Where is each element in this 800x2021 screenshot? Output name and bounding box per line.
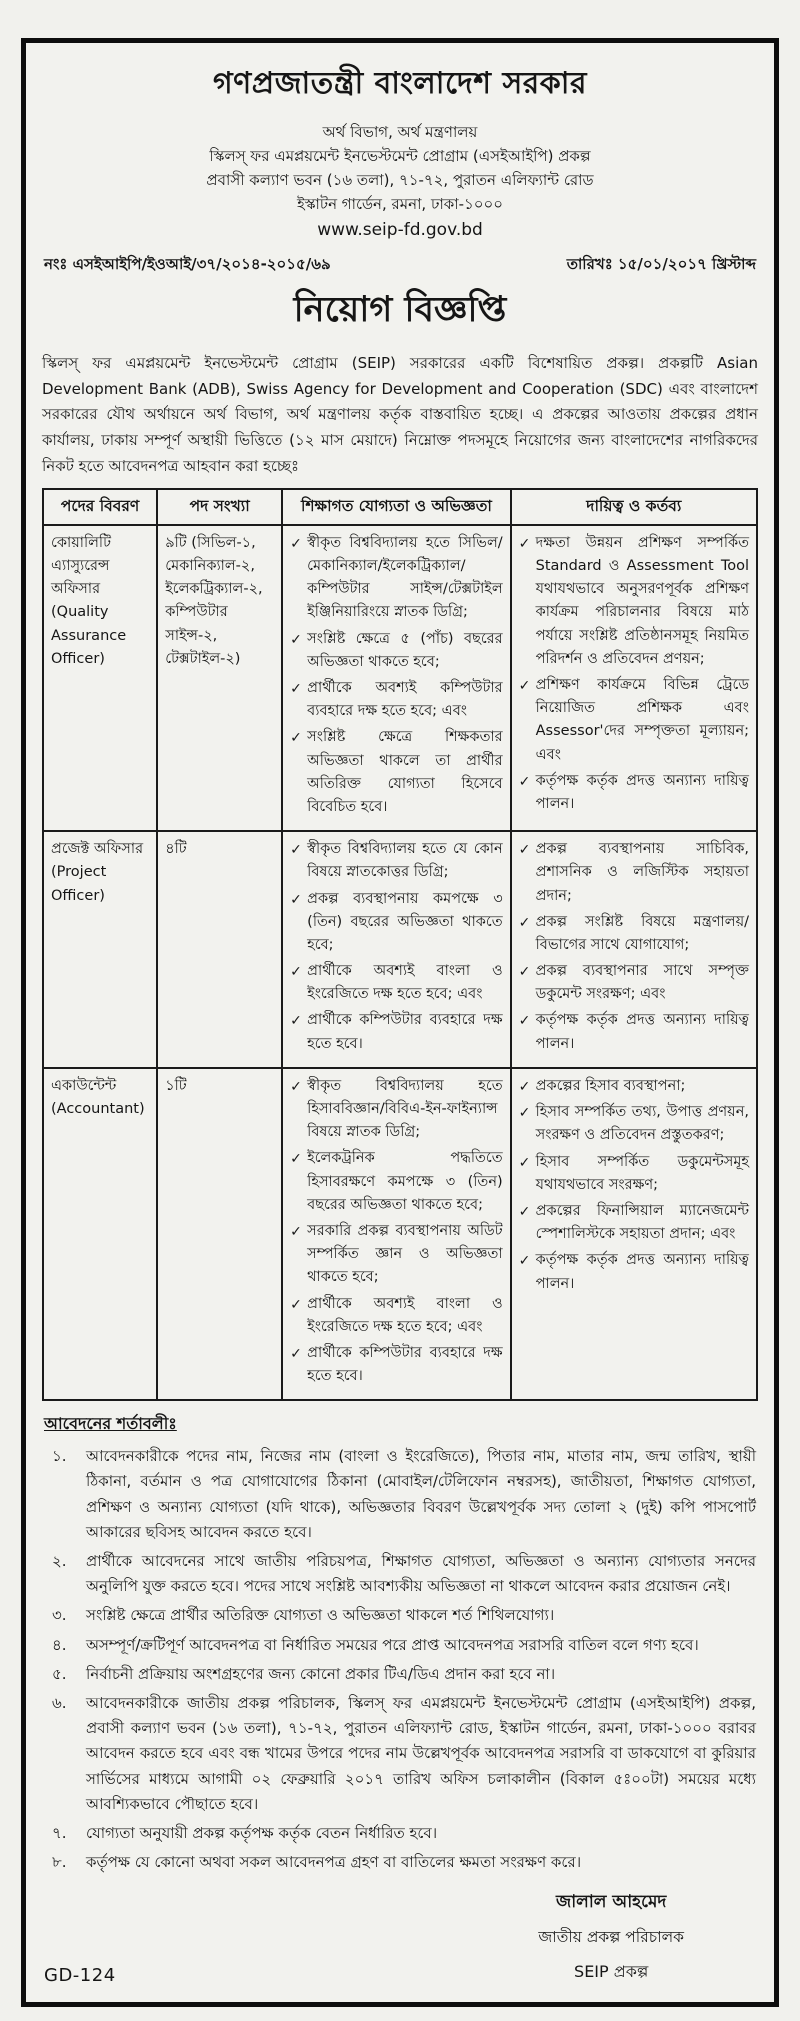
list-item <box>290 628 502 674</box>
signatory-org: SEIP প্রকল্প <box>574 1962 649 1982</box>
check-icon: ✓ <box>518 678 531 694</box>
check-icon: ✓ <box>290 1078 302 1095</box>
list-item <box>42 1633 758 1658</box>
position-cell: প্রজেক্ট অফিসার (Project Officer) <box>43 831 157 1068</box>
list-item <box>42 1662 758 1687</box>
duty-text: কর্তৃপক্ষ কর্তৃক প্রদত্ত অন্যান্য দায়িত্ব পালন। <box>535 772 749 812</box>
duty-text: প্রকল্প ব্যবস্থাপনার সাথে সম্পৃক্ত ডকুমেন্ট সংরক্ষণ; এবং <box>535 963 749 1003</box>
list-item <box>42 1603 758 1628</box>
government-title: গণপ্রজাতন্ত্রী বাংলাদেশ সরকার <box>213 66 587 101</box>
list-item <box>290 888 502 958</box>
list-item <box>519 1151 749 1197</box>
check-icon: ✓ <box>290 1296 302 1313</box>
term-number: ৫. <box>52 1664 67 1683</box>
list-item <box>290 1147 502 1217</box>
qualification-text: স্বীকৃত বিশ্ববিদ্যালয় হতে হিসাববিজ্ঞান/বিবিএ-ইন-ফাইন্যান্স বিষয়ে স্নাতক ডিগ্রি; <box>307 1077 503 1141</box>
qualification-text: ইলেকট্রনিক পদ্ধতিতে হিসাবরক্ষণে কমপক্ষে ৩ (তিন) বছরের অভিজ্ঞতা থাকতে হবে; <box>307 1150 503 1213</box>
positions-table <box>42 488 758 1401</box>
check-icon: ✓ <box>518 773 531 790</box>
list-item <box>519 1249 749 1295</box>
list-item <box>290 1009 502 1055</box>
qualification-text: স্বীকৃত বিশ্ববিদ্যালয় হতে সিভিল/ মেকানিক্যাল/ইলেকট্রিক্যাল/কম্পিউটার সাইন্স/টেক্সটাইল ইঞ্জিনিয়ারিংয়ে স্নাতক ডিগ্রি; <box>307 534 503 621</box>
signatory-title: জাতীয় প্রকল্প পরিচালক <box>538 1928 684 1947</box>
duty-text: হিসাব সম্পর্কিত তথ্য, উপাত্ত প্রণয়ন, সংরক্ষণ ও প্রতিবেদন প্রস্তুতকরণ; <box>535 1104 749 1144</box>
list-item <box>290 1220 502 1290</box>
intro-paragraph: স্কিলস্ ফর এমপ্লয়মেন্ট ইনভেস্টমেন্ট প্রোগ্রাম (SEIP) সরকারের একটি বিশেষায়িত প্রকল্প। প্রকল্পটি Asian Development Bank (ADB), Swiss Agency for Development and Cooperation (SDC) এবং বাংলাদেশ সরকারের যৌথ অর্থায়নে অর্থ বিভাগ, অর্থ মন্ত্রণালয় কর্তৃক বাস্তবায়িত হচ্ছে। এ প্রকল্পের আওতায় প্রকল্পের প্রধান কার্যালয়, ঢাকায় সম্পূর্ণ অস্থায়ী ভিত্তিতে (১২ মাস মেয়াদে) নিম্নোক্ত পদসমূহে নিয়োগের জন্য বাংলাদেশের নাগরিকদের নিকট হতে আবেদনপত্র আহবান করা হচ্ছেঃ <box>42 353 758 476</box>
dept-line-address2: ইস্কাটন গার্ডেন, রমনা, ঢাকা-১০০০ <box>296 195 504 213</box>
website-url: www.seip-fd.gov.bd <box>317 220 483 240</box>
check-icon: ✓ <box>518 964 531 981</box>
list-item <box>519 770 749 816</box>
check-icon: ✓ <box>290 1013 302 1030</box>
dept-line-project: স্কিলস্ ফর এমপ্লয়মেন্ট ইনভেস্টমেন্ট প্রোগ্রাম (এসইআইপি) প্রকল্প <box>209 147 591 165</box>
duties-cell <box>511 831 757 1068</box>
footer-row <box>42 1879 758 1992</box>
table-row <box>43 831 757 1068</box>
term-number: ৮. <box>52 1853 67 1872</box>
duty-text: কর্তৃপক্ষ কর্তৃক প্রদত্ত অন্যান্য দায়িত্ব পালন। <box>535 1252 749 1292</box>
table-row <box>43 525 757 831</box>
list-item <box>42 1691 758 1817</box>
list-item <box>290 1293 502 1339</box>
duty-text: প্রকল্প সংশ্লিষ্ট বিষয়ে মন্ত্রণালয়/বিভাগের সাথে যোগাযোগ; <box>535 913 749 953</box>
list-item <box>290 726 502 819</box>
qualifications-cell <box>282 525 510 831</box>
term-number: ৭. <box>52 1823 67 1842</box>
col-header-count: পদ সংখ্যা <box>157 489 282 525</box>
check-icon: ✓ <box>290 964 302 981</box>
duty-text: প্রশিক্ষণ কার্যক্রমে বিভিন্ন ট্রেডে নিয়োজিত প্রশিক্ষক এবং Assessor'দের সম্পৃক্ততা মূল্যায়ন; এবং <box>535 677 749 763</box>
qualification-text: স্বীকৃত বিশ্ববিদ্যালয় হতে যে কোন বিষয়ে স্নাতকোত্তর ডিগ্রি; <box>307 841 503 881</box>
check-icon: ✓ <box>518 535 531 552</box>
list-item <box>290 1342 502 1388</box>
qualification-text: প্রার্থীকে কম্পিউটার ব্যবহারে দক্ষ হতে হবে। <box>307 1344 503 1385</box>
gd-code: GD-124 <box>44 1965 116 1987</box>
list-item <box>42 1821 758 1846</box>
list-item <box>519 838 749 908</box>
list-item <box>290 1075 502 1145</box>
check-icon: ✓ <box>290 1345 302 1362</box>
check-icon: ✓ <box>290 681 302 697</box>
check-icon: ✓ <box>518 1078 531 1095</box>
check-icon: ✓ <box>518 914 531 931</box>
signature-block <box>538 1889 684 1986</box>
duty-text: প্রকল্প ব্যবস্থাপনায় সাচিবিক, প্রশাসনিক ও লজিস্টিক সহায়তা প্রদান; <box>535 841 749 904</box>
terms-heading: আবেদনের শর্তাবলীঃ <box>44 1414 177 1434</box>
list-item <box>519 911 749 957</box>
notice-title: নিয়োগ বিজ্ঞপ্তি <box>293 289 507 330</box>
signatory-name: জালাল আহমেদ <box>556 1892 667 1913</box>
count-cell: ৪টি <box>157 831 282 1068</box>
check-icon: ✓ <box>290 1223 302 1240</box>
qualification-text: প্রার্থীকে অবশ্যই বাংলা ও ইংরেজিতে দক্ষ হতে হবে; এবং <box>307 1295 503 1335</box>
term-number: ৩. <box>52 1606 67 1625</box>
memo-row <box>44 253 756 278</box>
check-icon: ✓ <box>518 1203 531 1220</box>
position-cell: একাউন্টেন্ট (Accountant) <box>43 1068 157 1400</box>
qualification-text: প্রার্থীকে অবশ্যই কম্পিউটার ব্যবহারে দক্ষ হতে হবে; এবং <box>307 680 503 720</box>
qualification-text: প্রার্থীকে কম্পিউটার ব্যবহারে দক্ষ হতে হবে। <box>307 1012 503 1052</box>
list-item <box>290 960 502 1006</box>
position-cell: কোয়ালিটি এ্যাস্যুরেন্স অফিসার (Quality Assurance Officer) <box>43 525 157 831</box>
check-icon: ✓ <box>518 1105 531 1122</box>
term-text: সংশ্লিষ্ট ক্ষেত্রে প্রার্থীর অতিরিক্ত যোগ্যতা ও অভিজ্ঞতা থাকলে শর্ত শিথিলযোগ্য। <box>86 1606 555 1625</box>
term-text: অসম্পূর্ণ/ক্রটিপূর্ণ আবেদনপত্র বা নির্ধারিত সময়ের পরে প্রাপ্ত আবেদনপত্র সরাসরি বাতিল বলে গণ্য হবে। <box>86 1635 699 1654</box>
check-icon: ✓ <box>290 1151 302 1168</box>
check-icon: ✓ <box>290 631 302 648</box>
term-text: কর্তৃপক্ষ যে কোনো অথবা সকল আবেদনপত্র গ্রহণ বা বাতিলের ক্ষমতা সংরক্ষণ করে। <box>86 1853 582 1872</box>
term-number: ২. <box>52 1552 67 1570</box>
notice-document <box>21 38 779 2007</box>
duty-text: হিসাব সম্পর্কিত ডকুমেন্টসমূহ যথাযথভাবে সংরক্ষণ; <box>535 1153 749 1193</box>
check-icon: ✓ <box>518 1154 531 1171</box>
col-header-position: পদের বিবরণ <box>43 489 157 525</box>
list-item <box>519 1075 749 1098</box>
notice-date: তারিখঃ ১৫/০১/২০১৭ খ্রিস্টাব্দ <box>566 254 756 273</box>
list-item <box>519 1009 749 1055</box>
check-icon: ✓ <box>290 842 302 859</box>
qualifications-cell <box>282 831 510 1068</box>
term-number: ৪. <box>52 1635 67 1654</box>
list-item <box>42 1444 758 1545</box>
term-text: যোগ্যতা অনুযায়ী প্রকল্প কর্তৃপক্ষ কর্তৃক বেতন নির্ধারিত হবে। <box>86 1823 438 1842</box>
term-text: নির্বাচনী প্রক্রিয়ায় অংশগ্রহণের জন্য কোনো প্রকার টিএ/ডিএ প্রদান করা হবে না। <box>86 1664 556 1683</box>
list-item <box>42 1549 758 1599</box>
term-text: আবেদনকারীকে জাতীয় প্রকল্প পরিচালক, স্কিলস্ ফর এমপ্লয়মেন্ট ইনভেস্টমেন্ট প্রোগ্রাম (এসইআইপি) প্রকল্প, প্রবাসী কল্যাণ ভবন (১৬ তলা), ৭১-৭২, পুরাতন এলিফ্যান্ট রোড, ইস্কাটন গার্ডেন, রমনা, ঢাকা-১০০০ বরাবর আবেদন করতে হবে এবং বন্ধ খামের উপরে পদের নাম উল্লেখপূর্বক আবেদনপত্র সরাসরি বা ডাকযোগে বা কুরিয়ার সার্ভিসের মাধ্যমে আগামী ০২ ফেব্রুয়ারি ২০১৭ তারিখ অফিস চলাকালীন (বিকাল ৫ঃ০০টা) সময়ের মধ্যে আবশ্যিকভাবে পৌছাতে হবে। <box>86 1693 756 1813</box>
check-icon: ✓ <box>290 730 302 747</box>
qualification-text: সংশ্লিষ্ট ক্ষেত্রে ৫ (পাঁচ) বছরের অভিজ্ঞতা থাকতে হবে; <box>307 630 503 670</box>
memo-number: নংঃ এসইআইপি/ইওআই/৩৭/২০১৪-২০১৫/৬৯ <box>44 254 331 273</box>
duty-text: কর্তৃপক্ষ কর্তৃক প্রদত্ত অন্যান্য দায়িত্ব পালন। <box>535 1012 749 1052</box>
table-row <box>43 1068 757 1400</box>
check-icon: ✓ <box>518 1013 531 1030</box>
term-text: আবেদনকারীকে পদের নাম, নিজের নাম (বাংলা ও ইংরেজিতে), পিতার নাম, মাতার নাম, জন্ম তারিখ, স্থায়ী ঠিকানা, বর্তমান ও পত্র যোগাযোগের ঠিকানা (মোবাইল/টেলিফোন নম্বরসহ), জাতীয়তা, শিক্ষাগত যোগ্যতা, প্রশিক্ষণ ও অন্যান্য যোগ্যতা (যদি থাকে), অভিজ্ঞতার বিবরণ উল্লেখপূর্বক সদ্য তোলা ২ (দুই) কপি পাসপোর্ট আকারের ছবিসহ আবেদন করতে হবে। <box>86 1447 756 1541</box>
duty-text: প্রকল্পের হিসাব ব্যবস্থাপনা; <box>535 1077 686 1094</box>
col-header-qualification: শিক্ষাগত যোগ্যতা ও অভিজ্ঞতা <box>282 489 510 525</box>
dept-line-division: অর্থ বিভাগ, অর্থ মন্ত্রণালয় <box>322 123 478 141</box>
check-icon: ✓ <box>518 1253 531 1270</box>
check-icon: ✓ <box>290 891 302 908</box>
list-item <box>290 677 502 723</box>
duty-text: প্রকল্পের ফিনান্সিয়াল ম্যানেজমেন্ট স্পেশালিস্টকে সহায়তা প্রদান; এবং <box>535 1202 749 1243</box>
qualification-text: প্রকল্প ব্যবস্থাপনায় কমপক্ষে ৩ (তিন) বছরের অভিজ্ঞতা থাকতে হবে; <box>307 890 503 953</box>
count-cell: ১টি <box>157 1068 282 1400</box>
term-number: ১. <box>52 1447 67 1466</box>
list-item <box>519 1101 749 1147</box>
check-icon: ✓ <box>290 535 302 552</box>
duty-text: দক্ষতা উন্নয়ন প্রশিক্ষণ সম্পর্কিত Standard ও Assessment Tool যথাযথভাবে অনুসরণপূর্বক প্রশিক্ষণ কার্যক্রম পরিচালনার বিষয়ে মাঠ পর্যায়ে সংশ্লিষ্ট প্রতিষ্ঠানসমূহ নিয়মিত পরিদর্শন ও প্রতিবেদন প্রণয়ন; <box>535 534 749 667</box>
dept-line-address1: প্রবাসী কল্যাণ ভবন (১৬ তলা), ৭১-৭২, পুরাতন এলিফ্যান্ট রোড <box>206 171 594 189</box>
qualification-text: প্রার্থীকে অবশ্যই বাংলা ও ইংরেজিতে দক্ষ হতে হবে; এবং <box>307 963 503 1003</box>
term-number: ৬. <box>52 1693 67 1712</box>
table-header-row <box>43 489 757 525</box>
count-cell: ৯টি (সিভিল-১, মেকানিক্যাল-২, ইলেকট্রিক্যাল-২, কম্পিউটার সাইন্স-২, টেক্সটাইল-২) <box>157 525 282 831</box>
col-header-duties: দায়িত্ব ও কর্তব্য <box>511 489 757 525</box>
list-item <box>42 1850 758 1875</box>
list-item <box>519 674 749 767</box>
list-item <box>519 532 749 671</box>
list-item <box>519 960 749 1006</box>
term-text: প্রার্থীকে আবেদনের সাথে জাতীয় পরিচয়পত্র, শিক্ষাগত যোগ্যতা, অভিজ্ঞতা ও অন্যান্য যোগ্যতার সনদের অনুলিপি যুক্ত করতে হবে। পদের সাথে সংশ্লিষ্ট আবশ্যকীয় অভিজ্ঞতা না থাকলে আবেদন করার প্রয়োজন নেই। <box>86 1552 756 1596</box>
duties-cell <box>511 525 757 831</box>
application-terms <box>42 1409 758 1879</box>
list-item <box>290 532 502 625</box>
list-item <box>519 1200 749 1246</box>
qualifications-cell <box>282 1068 510 1400</box>
list-item <box>290 838 502 884</box>
qualification-text: সংশ্লিষ্ট ক্ষেত্রে শিক্ষকতার অভিজ্ঞতা থাকলে তা প্রার্থীর অতিরিক্ত যোগ্যতা হিসেবে বিবেচিত হবে। <box>307 729 503 815</box>
qualification-text: সরকারি প্রকল্প ব্যবস্থাপনায় অডিট সম্পর্কিত জ্ঞান ও অভিজ্ঞতা থাকতে হবে; <box>307 1222 503 1286</box>
duties-cell <box>511 1068 757 1400</box>
check-icon: ✓ <box>518 842 531 859</box>
